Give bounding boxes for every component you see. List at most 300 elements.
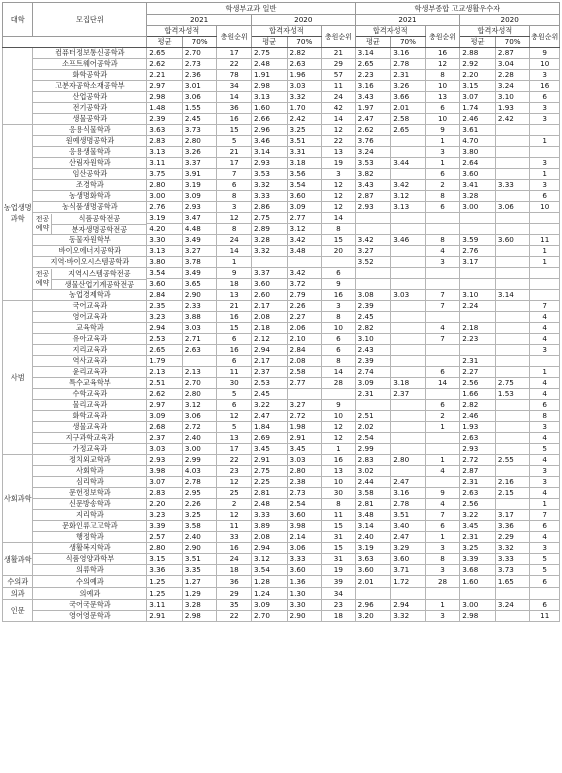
table-row <box>3 611 560 622</box>
grade-cell <box>495 345 530 356</box>
fill-rank-cell: 13 <box>322 147 356 158</box>
department-name: 사회학과 <box>33 466 147 477</box>
grade-cell: 3.42 <box>355 235 391 246</box>
grade-cell: 3.51 <box>287 136 322 147</box>
grade-cell: 2.80 <box>287 466 322 477</box>
fill-rank-cell: 1 <box>530 169 560 180</box>
fill-rank-cell: 8 <box>425 191 460 202</box>
table-row <box>3 136 560 147</box>
admission-results-table <box>2 2 560 622</box>
grade-cell: 2.08 <box>251 312 287 323</box>
grade-cell: 2.63 <box>287 59 322 70</box>
grade-cell: 3.15 <box>460 81 496 92</box>
grade-cell: 3.26 <box>391 81 426 92</box>
grade-cell: 3.42 <box>287 235 322 246</box>
grade-cell: 1.96 <box>287 70 322 81</box>
grade-cell <box>495 444 530 455</box>
grade-cell: 3.61 <box>460 125 496 136</box>
fill-rank-cell <box>425 345 460 356</box>
grade-cell: 3.39 <box>460 554 496 565</box>
grade-cell: 3.10 <box>460 290 496 301</box>
grade-cell: 2.79 <box>287 290 322 301</box>
grade-cell <box>495 499 530 510</box>
grade-cell: 3.58 <box>182 521 217 532</box>
grade-cell <box>182 356 217 367</box>
fill-rank-header: 충원순위 <box>217 26 252 48</box>
grade-cell: 3.13 <box>251 92 287 103</box>
fill-rank-cell: 18 <box>322 611 356 622</box>
fill-rank-header: 충원순위 <box>530 26 560 48</box>
grade-cell: 2.01 <box>355 576 391 588</box>
department-name: 원예생명공학과 <box>33 136 147 147</box>
grade-cell <box>391 466 426 477</box>
fill-rank-cell: 34 <box>217 81 252 92</box>
pct70-header: 70% <box>391 37 426 48</box>
department-name: 지리학과 <box>33 510 147 521</box>
grade-cell: 3.40 <box>391 521 426 532</box>
grade-cell: 2.48 <box>251 499 287 510</box>
fill-rank-cell <box>530 290 560 301</box>
grade-cell: 2.42 <box>495 114 530 125</box>
grade-cell: 2.36 <box>182 70 217 81</box>
fill-rank-cell: 2 <box>217 499 252 510</box>
table-row <box>3 70 560 81</box>
grade-cell: 2.64 <box>460 158 496 169</box>
table-row <box>3 543 560 554</box>
fill-rank-cell: 10 <box>322 323 356 334</box>
grade-cell: 1.24 <box>251 588 287 600</box>
grade-cell: 2.10 <box>287 334 322 345</box>
fill-rank-cell: 9 <box>530 48 560 59</box>
grade-cell: 2.02 <box>355 422 391 433</box>
fill-rank-cell: 6 <box>530 600 560 611</box>
department-name: 특수교육학부 <box>33 378 147 389</box>
grade-cell: 3.37 <box>182 158 217 169</box>
grade-cell: 2.75 <box>251 213 287 224</box>
track-general-header: 학생부교과 일반 <box>147 3 355 15</box>
grade-cell: 3.07 <box>460 92 496 103</box>
fill-rank-cell: 21 <box>322 48 356 59</box>
grade-cell: 3.33 <box>251 191 287 202</box>
college-name: 인문 <box>3 600 33 622</box>
grade-cell: 2.76 <box>460 246 496 257</box>
grade-cell: 3.17 <box>460 257 496 268</box>
fill-rank-cell: 12 <box>322 202 356 213</box>
grade-cell: 3.11 <box>147 158 183 169</box>
grade-cell: 2.51 <box>147 378 183 389</box>
department-name: 동물자원학부 <box>33 235 147 246</box>
grade-cell: 4.20 <box>147 224 183 235</box>
year-header: 2021 <box>355 15 460 26</box>
grade-cell: 2.08 <box>251 532 287 543</box>
department-name: 지역·바이오시스템공학과 <box>33 257 147 268</box>
grade-cell: 3.33 <box>495 554 530 565</box>
grade-cell: 3.03 <box>182 323 217 334</box>
grade-cell: 3.52 <box>355 257 391 268</box>
fill-rank-cell: 25 <box>217 488 252 499</box>
table-row <box>3 600 560 611</box>
fill-rank-cell: 6 <box>530 191 560 202</box>
table-row <box>3 466 560 477</box>
fill-rank-cell: 14 <box>322 114 356 125</box>
grade-cell: 2.54 <box>287 499 322 510</box>
grade-cell <box>495 125 530 136</box>
grade-cell: 3.48 <box>287 246 322 257</box>
grade-cell <box>495 411 530 422</box>
grade-cell: 1.98 <box>287 422 322 433</box>
grade-cell: 3.63 <box>355 554 391 565</box>
grade-cell: 2.29 <box>495 532 530 543</box>
fill-rank-cell: 7 <box>425 290 460 301</box>
table-row <box>3 147 560 158</box>
grade-cell <box>391 224 426 235</box>
table-row <box>3 411 560 422</box>
college-header: 대학 <box>3 3 33 37</box>
fill-rank-cell: 5 <box>217 136 252 147</box>
fill-rank-cell: 6 <box>425 202 460 213</box>
grade-cell: 3.27 <box>182 246 217 257</box>
fill-rank-cell: 2 <box>425 180 460 191</box>
grade-cell <box>391 400 426 411</box>
grade-cell: 2.80 <box>147 180 183 191</box>
grade-cell: 3.17 <box>495 510 530 521</box>
table-row <box>3 389 560 400</box>
fill-rank-cell: 4 <box>530 378 560 389</box>
fill-rank-cell: 5 <box>530 554 560 565</box>
grade-cell: 4.70 <box>460 136 496 147</box>
fill-rank-cell: 11 <box>530 235 560 246</box>
grade-cell: 2.90 <box>182 543 217 554</box>
fill-rank-cell: 3 <box>530 103 560 114</box>
fill-rank-cell: 9 <box>322 400 356 411</box>
grade-cell <box>460 268 496 279</box>
fill-rank-cell: 3 <box>530 422 560 433</box>
grade-cell: 3.12 <box>182 400 217 411</box>
grade-cell: 3.19 <box>355 543 391 554</box>
fill-rank-cell: 13 <box>217 433 252 444</box>
table-row <box>3 125 560 136</box>
fill-rank-cell: 6 <box>530 521 560 532</box>
grade-cell: 3.24 <box>495 600 530 611</box>
fill-rank-cell: 5 <box>530 565 560 576</box>
year-header: 2020 <box>251 15 355 26</box>
grade-cell: 3.24 <box>355 147 391 158</box>
grade-cell: 2.80 <box>147 543 183 554</box>
grade-cell: 2.51 <box>355 411 391 422</box>
grade-cell: 3.14 <box>355 521 391 532</box>
grade-cell: 3.43 <box>355 92 391 103</box>
grade-cell: 3.60 <box>147 279 183 290</box>
grade-cell: 3.54 <box>147 268 183 279</box>
department-name: 컴퓨터정보통신공학과 <box>33 48 147 59</box>
fill-rank-cell: 11 <box>217 521 252 532</box>
grade-cell: 3.60 <box>287 510 322 521</box>
table-row <box>3 576 560 588</box>
grade-cell: 2.53 <box>147 334 183 345</box>
grade-cell: 1.28 <box>251 576 287 588</box>
fill-rank-cell: 34 <box>322 588 356 600</box>
department-name: 문화인류고고학과 <box>33 521 147 532</box>
department-name: 물리교육과 <box>33 400 147 411</box>
grade-cell: 3.09 <box>287 202 322 213</box>
fill-rank-cell: 4 <box>425 246 460 257</box>
sub-group-label: 전공예약 <box>33 269 52 289</box>
grade-cell: 3.56 <box>287 169 322 180</box>
table-row <box>3 290 560 301</box>
grade-cell: 3.45 <box>251 444 287 455</box>
fill-rank-cell: 11 <box>217 367 252 378</box>
grade-cell: 3.00 <box>182 444 217 455</box>
grade-cell <box>495 356 530 367</box>
department-name: 교육학과 <box>33 323 147 334</box>
grade-cell: 3.00 <box>460 202 496 213</box>
fill-rank-header: 충원순위 <box>322 26 356 48</box>
grade-cell: 3.54 <box>287 180 322 191</box>
fill-rank-cell: 8 <box>322 499 356 510</box>
grade-cell <box>495 466 530 477</box>
grade-cell <box>391 268 426 279</box>
table-row <box>3 312 560 323</box>
table-row <box>3 345 560 356</box>
grade-cell: 2.01 <box>391 103 426 114</box>
grade-cell: 2.94 <box>147 323 183 334</box>
grade-cell: 2.27 <box>287 312 322 323</box>
fill-rank-cell: 7 <box>217 169 252 180</box>
table-row <box>3 554 560 565</box>
avg-header: 평균 <box>251 37 287 48</box>
grade-cell: 2.13 <box>182 367 217 378</box>
grade-cell: 3.06 <box>287 543 322 554</box>
grade-cell: 2.91 <box>147 611 183 622</box>
fill-rank-cell: 3 <box>530 466 560 477</box>
fill-rank-cell: 9 <box>425 488 460 499</box>
fill-rank-cell: 78 <box>217 70 252 81</box>
grade-cell: 2.98 <box>182 611 217 622</box>
department-name: 식품공학전공 <box>78 213 121 223</box>
grade-cell: 2.17 <box>251 356 287 367</box>
grade-cell: 2.62 <box>147 389 183 400</box>
grade-cell: 2.31 <box>355 389 391 400</box>
grade-cell <box>355 279 391 290</box>
grade-cell: 3.98 <box>287 521 322 532</box>
fill-rank-cell: 10 <box>322 411 356 422</box>
grade-cell <box>391 345 426 356</box>
grade-cell <box>391 367 426 378</box>
fill-rank-cell: 39 <box>322 576 356 588</box>
grade-cell: 2.77 <box>287 378 322 389</box>
pass-grade-header: 합격자성적 <box>460 26 530 37</box>
table-row <box>3 334 560 345</box>
fill-rank-cell: 29 <box>217 588 252 600</box>
grade-cell: 2.74 <box>355 367 391 378</box>
grade-cell <box>495 191 530 202</box>
fill-rank-cell: 4 <box>530 488 560 499</box>
department-name: 농식품생명공학과 <box>33 202 147 213</box>
department-name: 수학교육과 <box>33 389 147 400</box>
fill-rank-cell: 1 <box>530 257 560 268</box>
grade-cell: 3.12 <box>287 224 322 235</box>
department-name: 문헌정보학과 <box>33 488 147 499</box>
grade-cell: 3.33 <box>251 510 287 521</box>
grade-cell: 1.70 <box>287 103 322 114</box>
grade-cell: 2.12 <box>251 334 287 345</box>
table-row <box>3 257 560 268</box>
fill-rank-cell: 6 <box>322 345 356 356</box>
grade-cell <box>495 169 530 180</box>
grade-cell: 1.93 <box>495 103 530 114</box>
fill-rank-cell: 1 <box>217 257 252 268</box>
grade-cell: 1.30 <box>287 588 322 600</box>
grade-cell: 3.71 <box>391 565 426 576</box>
pass-grade-header: 합격자성적 <box>147 26 217 37</box>
grade-cell: 3.45 <box>287 444 322 455</box>
grade-cell: 2.39 <box>355 301 391 312</box>
fill-rank-cell: 57 <box>322 70 356 81</box>
grade-cell: 3.73 <box>495 565 530 576</box>
sub-group-label: 전공예약 <box>33 214 52 234</box>
fill-rank-cell: 3 <box>425 543 460 554</box>
table-row <box>3 213 560 224</box>
grade-cell: 3.14 <box>251 147 287 158</box>
grade-cell: 3.06 <box>182 92 217 103</box>
grade-cell: 2.63 <box>460 488 496 499</box>
grade-cell <box>495 367 530 378</box>
fill-rank-cell: 9 <box>322 279 356 290</box>
grade-cell: 2.54 <box>355 433 391 444</box>
grade-cell: 2.81 <box>355 499 391 510</box>
grade-cell <box>495 323 530 334</box>
table-row <box>3 565 560 576</box>
department-name: 생물공학과 <box>33 114 147 125</box>
grade-cell: 4.48 <box>182 224 217 235</box>
grade-cell: 3.49 <box>182 235 217 246</box>
fill-rank-cell: 19 <box>322 565 356 576</box>
fill-rank-cell: 2 <box>425 411 460 422</box>
fill-rank-cell: 16 <box>425 48 460 59</box>
fill-rank-cell: 16 <box>217 345 252 356</box>
fill-rank-cell: 8 <box>530 411 560 422</box>
fill-rank-cell: 22 <box>217 59 252 70</box>
table-row <box>3 268 560 279</box>
fill-rank-cell: 8 <box>425 235 460 246</box>
grade-cell <box>391 323 426 334</box>
fill-rank-cell: 3 <box>425 147 460 158</box>
grade-cell: 2.96 <box>251 125 287 136</box>
grade-cell: 3.60 <box>391 554 426 565</box>
fill-rank-cell: 4 <box>530 433 560 444</box>
table-row <box>3 521 560 532</box>
grade-cell: 3.39 <box>147 521 183 532</box>
college-name: 생활과학 <box>3 543 33 576</box>
fill-rank-cell: 16 <box>322 290 356 301</box>
grade-cell: 3.76 <box>355 136 391 147</box>
grade-cell: 3.06 <box>182 411 217 422</box>
grade-cell: 3.27 <box>355 246 391 257</box>
fill-rank-cell: 14 <box>425 378 460 389</box>
fill-rank-cell: 24 <box>217 554 252 565</box>
grade-cell: 2.35 <box>147 301 183 312</box>
grade-cell: 3.25 <box>287 125 322 136</box>
grade-cell <box>391 279 426 290</box>
grade-cell: 2.45 <box>251 389 287 400</box>
grade-cell: 2.78 <box>391 499 426 510</box>
fill-rank-cell: 36 <box>217 103 252 114</box>
fill-rank-cell: 6 <box>217 400 252 411</box>
grade-cell: 3.30 <box>147 235 183 246</box>
grade-cell: 2.89 <box>251 224 287 235</box>
department-name: 지구과학교육과 <box>33 433 147 444</box>
fill-rank-cell: 22 <box>322 136 356 147</box>
grade-cell: 2.84 <box>287 345 322 356</box>
grade-cell: 3.13 <box>391 202 426 213</box>
grade-cell: 3.32 <box>495 543 530 554</box>
grade-cell: 1.79 <box>147 356 183 367</box>
grade-cell: 3.53 <box>355 158 391 169</box>
grade-cell: 2.47 <box>391 477 426 488</box>
grade-cell: 3.88 <box>182 312 217 323</box>
table-row <box>3 400 560 411</box>
table-row <box>3 202 560 213</box>
fill-rank-cell: 4 <box>530 334 560 345</box>
grade-cell: 2.20 <box>460 70 496 81</box>
department-name: 분자생명공학전공 <box>52 224 146 235</box>
grade-cell: 2.39 <box>147 114 183 125</box>
fill-rank-cell: 16 <box>217 312 252 323</box>
grade-cell: 2.93 <box>147 455 183 466</box>
grade-cell: 1.60 <box>460 576 496 588</box>
grade-cell: 3.68 <box>460 565 496 576</box>
fill-rank-cell <box>322 257 356 268</box>
grade-cell: 3.63 <box>147 125 183 136</box>
department-name: 생물산업기계공학전공 <box>52 279 146 290</box>
grade-cell: 1.65 <box>495 576 530 588</box>
grade-cell: 3.18 <box>391 378 426 389</box>
grade-cell: 3.46 <box>391 235 426 246</box>
fill-rank-cell: 5 <box>217 389 252 400</box>
grade-cell: 3.72 <box>287 279 322 290</box>
grade-cell: 3.09 <box>182 191 217 202</box>
fill-rank-cell: 12 <box>322 125 356 136</box>
grade-cell: 2.77 <box>287 213 322 224</box>
fill-rank-cell: 1 <box>425 455 460 466</box>
department-name: 전기공학과 <box>33 103 147 114</box>
grade-cell: 3.41 <box>460 180 496 191</box>
grade-cell: 2.99 <box>182 455 217 466</box>
grade-cell: 3.82 <box>355 169 391 180</box>
fill-rank-cell: 7 <box>425 334 460 345</box>
fill-rank-cell: 3 <box>530 477 560 488</box>
fill-rank-cell <box>425 433 460 444</box>
grade-cell <box>391 312 426 323</box>
grade-cell <box>495 400 530 411</box>
fill-rank-cell: 3 <box>530 114 560 125</box>
fill-rank-header: 충원순위 <box>425 26 460 48</box>
fill-rank-cell: 3 <box>217 202 252 213</box>
fill-rank-cell <box>425 477 460 488</box>
grade-cell <box>391 422 426 433</box>
college-name: 사범 <box>3 301 33 455</box>
grade-cell: 2.82 <box>287 48 322 59</box>
fill-rank-cell: 3 <box>530 158 560 169</box>
fill-rank-cell: 6 <box>425 521 460 532</box>
department-name: 고분자공학소재공학부 <box>33 81 147 92</box>
fill-rank-cell: 12 <box>322 180 356 191</box>
fill-rank-cell: 10 <box>425 81 460 92</box>
grade-cell: 2.94 <box>251 345 287 356</box>
grade-cell: 3.03 <box>287 455 322 466</box>
year-header: 2021 <box>147 15 252 26</box>
grade-cell: 3.15 <box>147 554 183 565</box>
